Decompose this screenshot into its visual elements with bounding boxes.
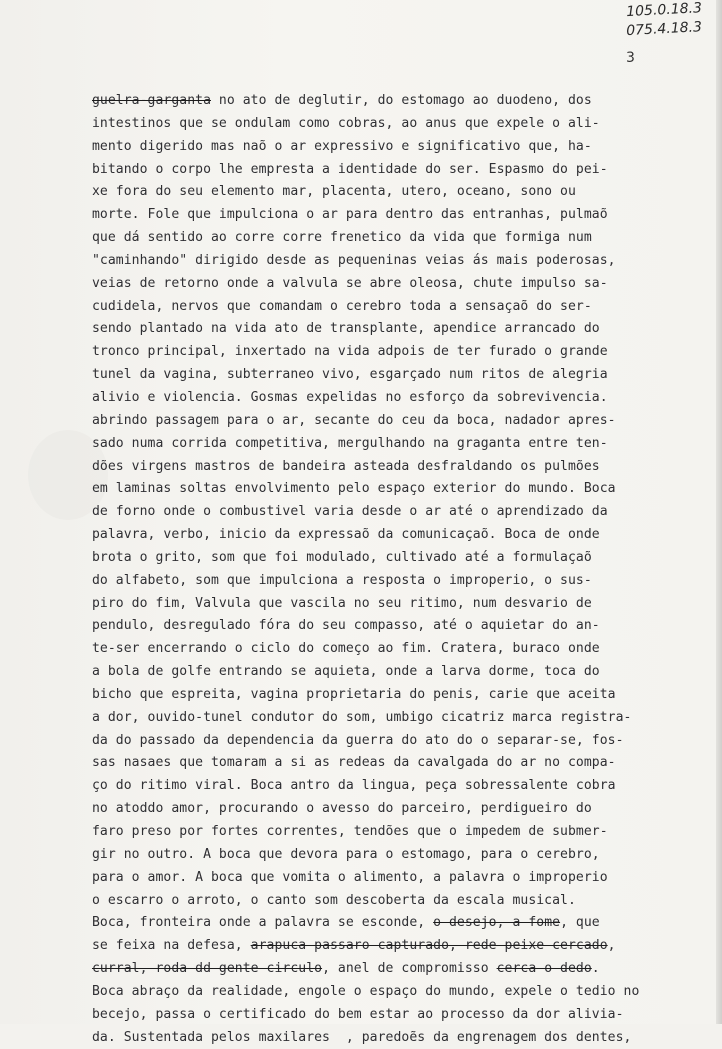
struck-text: arapuca passaro capturado, rede peixe cercado	[250, 938, 608, 954]
text-line	[92, 1004, 712, 1027]
text-segment: gir no outro. A boca que devora para o estomago, para o cerebro,	[92, 846, 600, 862]
text-segment: becejo, passa o certificado do bem estar ao processo da dor alivia-	[92, 1006, 624, 1022]
text-segment: sendo plantado na vida ato de transplante, apendice arrancado do	[92, 321, 600, 337]
text-line	[92, 341, 712, 364]
text-segment: em laminas soltas envolvimento pelo espaço exterior do mundo. Boca	[92, 481, 616, 497]
text-line	[92, 90, 712, 113]
struck-text: o desejo, a fome	[433, 915, 561, 931]
text-line	[92, 250, 712, 273]
text-line	[92, 593, 712, 616]
text-segment: faro preso por fortes correntes, tendões que o impedem de submer-	[92, 824, 608, 839]
text-line	[92, 684, 712, 707]
text-line	[92, 478, 712, 501]
text-line	[92, 638, 712, 661]
text-segment: bitando o corpo lhe empresta a identidade do ser. Espasmo do pei-	[92, 161, 608, 177]
text-segment: "caminhando" dirigido desde as pequeninas veias ás mais poderosas,	[92, 252, 616, 268]
text-segment: no ato de deglutir, do estomago ao duodeno, dos	[211, 93, 592, 108]
text-line	[92, 912, 712, 935]
text-segment: mento digerido mas naõ o ar expressivo e significativo que, ha-	[92, 138, 592, 154]
text-line	[92, 798, 712, 821]
text-segment: , anel de compromisso	[322, 961, 497, 977]
text-segment: no atoddo amor, procurando o avesso do parceiro, perdigueiro do	[92, 801, 592, 817]
text-line	[92, 318, 712, 341]
text-segment: alivio e violencia. Gosmas expelidas no esforço da sobrevivencia.	[92, 389, 608, 405]
text-segment: ço do ritimo viral. Boca antro da lingua, peça sobressalente cobra	[92, 778, 616, 794]
text-segment: , que	[560, 915, 600, 931]
text-line	[92, 570, 712, 593]
text-segment: do alfabeto, som que impulciona a resposta o improperio, o sus-	[92, 572, 592, 588]
text-line	[92, 159, 712, 182]
archive-ref-line-2: 075.4.18.3	[625, 19, 703, 40]
text-segment: bicho que espreita, vagina proprietaria do penis, carie que aceita	[92, 686, 616, 702]
text-segment: da. Sustentada pelos maxilares , paredoẽs da engrenagem dos dentes,	[92, 1029, 632, 1045]
text-segment: da do passado da dependencia da guerra do ato do o separar-se, fos-	[92, 732, 624, 748]
text-segment: pendulo, desregulado fóra do seu compasso, até o aquietar do an-	[92, 618, 600, 634]
text-line	[92, 867, 712, 890]
text-segment: morte. Fole que impulciona o ar para dentro das entranhas, pulmaõ	[92, 207, 608, 223]
text-line	[92, 615, 712, 638]
text-line	[92, 456, 712, 479]
text-segment: para o amor. A boca que vomita o alimento, a palavra o improperio	[92, 869, 608, 885]
text-segment: que dá sentido ao corre corre frenetico da vida que formiga num	[92, 230, 592, 246]
text-segment: piro do fim, Valvula que vascila no seu ritimo, num desvario de	[92, 595, 592, 611]
text-segment: o escarro o arroto, o canto som descoberta da escala musical.	[92, 892, 576, 908]
text-line	[92, 410, 712, 433]
text-line	[92, 1027, 712, 1049]
text-segment: Boca, fronteira onde a palavra se esconde,	[92, 915, 434, 931]
text-line	[92, 958, 712, 981]
text-line	[92, 296, 712, 319]
text-line	[92, 204, 712, 227]
text-segment: tronco principal, inxertado na vida adpois de ter furado o grande	[92, 344, 608, 360]
text-line	[92, 730, 712, 753]
text-segment: te-ser encerrando o ciclo do começo ao fim. Cratera, buraco onde	[92, 641, 600, 657]
text-line	[92, 181, 712, 204]
struck-text: curral, roda dd gente circulo	[92, 961, 323, 977]
text-segment: sas nasaes que tomaram a si as redeas da cavalgada do ar no compa-	[92, 755, 616, 771]
archive-ref-line-1: 105.0.18.3	[625, 0, 703, 21]
page-edge	[716, 0, 722, 1024]
text-line	[92, 227, 712, 250]
archive-reference	[592, 2, 702, 40]
text-line	[92, 364, 712, 387]
text-line	[92, 273, 712, 296]
text-segment: Boca abraço da realidade, engole o espaço do mundo, expele o tedio no	[92, 983, 640, 999]
text-segment: ,	[607, 938, 616, 954]
text-line	[92, 661, 712, 684]
struck-text: guelra-garganta	[92, 93, 211, 108]
text-line	[92, 935, 712, 958]
text-segment: xe fora do seu elemento mar, placenta, utero, oceano, sono ou	[92, 184, 576, 200]
body-text	[92, 90, 712, 1049]
text-line	[92, 113, 712, 136]
text-segment: a bola de golfe entrando se aquieta, onde a larva dorme, toca do	[92, 664, 600, 680]
text-line	[92, 844, 712, 867]
text-line	[92, 433, 712, 456]
text-line	[92, 501, 712, 524]
text-segment: de forno onde o combustivel varia desde o ar até o aprendizado da	[92, 504, 608, 520]
text-line	[92, 752, 712, 775]
text-line	[92, 136, 712, 159]
text-segment: brota o grito, som que foi modulado, cultivado até a formulaçaõ	[92, 549, 592, 565]
text-segment: abrindo passagem para o ar, secante do ceu da boca, nadador apres-	[92, 412, 616, 428]
text-line	[92, 821, 712, 844]
text-segment: a dor, ouvido-tunel condutor do som, umbigo cicatriz marca registra-	[92, 709, 632, 725]
text-segment: palavra, verbo, inicio da expressaõ da comunicaçaõ. Boca de onde	[92, 527, 600, 543]
text-segment: se feixa na defesa,	[92, 938, 251, 954]
text-line	[92, 890, 712, 913]
text-segment: cudidela, nervos que comandam o cerebro toda a sensaçaõ do ser-	[92, 298, 592, 314]
text-line	[92, 387, 712, 410]
text-segment: intestinos que se ondulam como cobras, ao anus que expele o ali-	[92, 115, 600, 131]
text-line	[92, 524, 712, 547]
text-segment: tunel da vagina, subterraneo vivo, esgarçado num ritos de alegria	[92, 367, 608, 383]
page-number: 3	[626, 50, 635, 66]
text-segment: .	[591, 961, 600, 977]
text-segment: veias de retorno onde a valvula se abre oleosa, chute impulso sa-	[92, 275, 608, 291]
text-line	[92, 707, 712, 730]
text-line	[92, 775, 712, 798]
text-line	[92, 547, 712, 570]
text-segment: dões virgens mastros de bandeira asteada desfraldando os pulmões	[92, 458, 600, 474]
text-segment: sado numa corrida competitiva, mergulhando na graganta entre ten-	[92, 435, 608, 451]
struck-text: cerca o dedo	[496, 961, 592, 977]
text-line	[92, 981, 712, 1004]
